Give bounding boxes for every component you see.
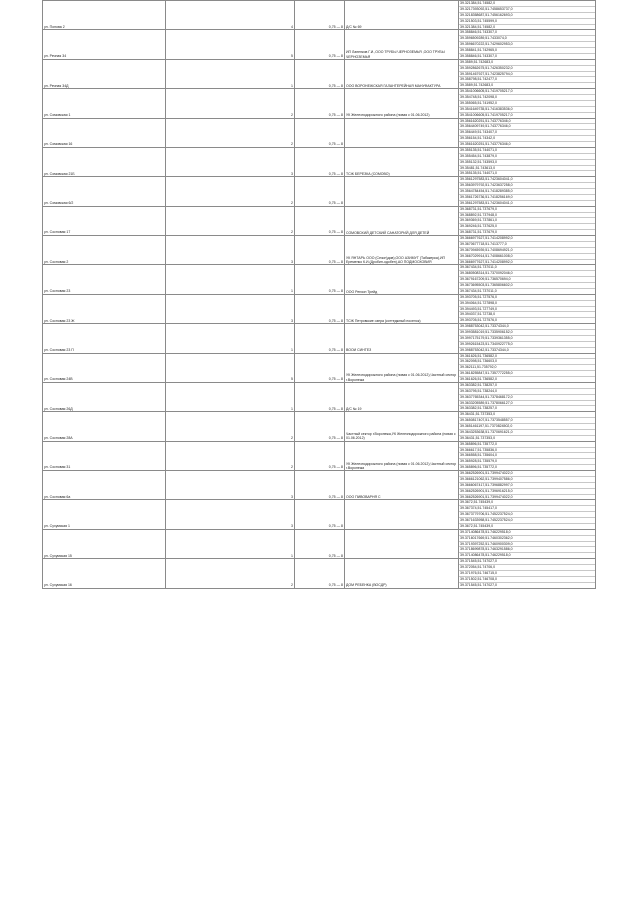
- table-row: [43, 294, 596, 323]
- organization-cell: ИП Лапенков Г.И.,ООО ТРУБЫ ЧЕРНОЗЕМЬЯ ,ООО ТРУБЫ ЧЕРНОЗЕМЬЯ: [345, 30, 459, 59]
- container-volume-cell: 0,75 — 8: [295, 529, 345, 558]
- coordinate-line: 39.3541006605,51.7419705217,0: [459, 89, 595, 95]
- street-address-cell: ул. Сосновая 31: [43, 441, 166, 470]
- coordinate-line: 39.372054,51.74706,0: [459, 565, 595, 571]
- coordinate-line: 39.3671633958,51.7452237524,0: [459, 518, 595, 524]
- container-count-cell: 2: [166, 441, 295, 470]
- coordinates-cell: [459, 353, 596, 382]
- table-row: [43, 30, 596, 59]
- coordinate-line: 39.3988753042,51.73374344,0: [459, 324, 595, 330]
- coordinate-line: 39.362098,51.736603,0: [459, 359, 595, 365]
- container-count-cell: 1: [166, 382, 295, 411]
- coordinate-line: 39.361626,51.736582,0: [459, 354, 595, 360]
- coordinates-cell: [459, 118, 596, 147]
- coordinate-line: 39.3662526901,51.7399474022,0: [460, 494, 513, 499]
- coordinate-line: 39.368731,51.737679,0: [459, 207, 595, 213]
- table-row: [43, 206, 596, 235]
- coordinate-line: 39.321384,51.74582,0: [459, 1, 595, 7]
- coordinate-line: 39.371502,51.746708,0: [459, 577, 595, 583]
- street-address-cell: ул. Сомовская 21Б: [43, 147, 166, 176]
- container-count-cell: 2: [166, 177, 295, 206]
- coordinate-line: 39.321503,51.745599,0: [459, 19, 595, 25]
- coordinate-line: 39.3651461197,51.7370824502,0: [459, 424, 595, 430]
- coordinate-line: 39.3563979792,51.7423637258,0: [459, 183, 595, 189]
- street-address-cell: ул. Попова 2: [43, 1, 166, 30]
- coordinate-line: 39.358846,51.743307,0: [459, 30, 595, 36]
- coordinate-line: 39.3541649735,51.7416383536,0: [459, 107, 595, 113]
- coordinates-cell: [459, 59, 596, 88]
- coordinate-line: 39.3561726736,51.7418256169,0: [459, 195, 595, 201]
- coordinate-line: 39.3643253638,51.7370691621,0: [459, 430, 595, 436]
- organization-cell: УК Железнодорожного района (новая с 01.06.2012),Частный сектор г.Воронежа: [345, 353, 459, 382]
- coordinate-line: 39.371545,51.747027,0: [459, 559, 595, 565]
- organization-cell: ТСЖ Петровские озера (коттеджный поселок): [345, 294, 459, 323]
- container-count-cell: 2: [166, 412, 295, 441]
- organization-cell: ДОМ РЕБЕНКА (ВОСДР): [345, 559, 459, 588]
- coordinate-line: 39.361626,51.736582,0: [460, 377, 497, 381]
- container-volume-cell: 0,75 — 8: [295, 30, 345, 59]
- coordinate-line: 39.3637765344,51.7378468172,0: [459, 395, 595, 401]
- coordinate-line: 39.368731,51.737679,0: [460, 230, 497, 235]
- street-address-cell: ул. Сомовская 1: [43, 89, 166, 118]
- coordinate-line: 39.3650817407,51.7373548557,0: [459, 418, 595, 424]
- coordinate-line: 39.354748,51.742098,0: [459, 95, 595, 101]
- coordinate-line: 39.3679167209,51.736570694,0: [459, 277, 595, 283]
- coordinate-line: 39.3673779706,51.7452237524,0: [459, 512, 595, 518]
- coordinate-line: 39.3993581019,51.7335906152,0: [459, 330, 595, 336]
- coordinate-line: 39.356154,51.74342,0: [459, 136, 595, 142]
- table-row: [43, 471, 596, 500]
- coordinate-line: 39.3591467927,51.7423825794,0: [459, 72, 595, 78]
- container-count-cell: 3: [166, 500, 295, 529]
- coordinates-cell: [459, 559, 596, 588]
- organization-cell: УК Железнодорожного района (новая с 01.06.2012),Частный сектор г.Воронежа: [345, 441, 459, 470]
- coordinate-line: 39.3662526901,51.7396916215,0: [459, 489, 595, 495]
- coordinate-line: 39.3714086478,51.746229518,0: [460, 553, 511, 558]
- coordinates-cell: [459, 382, 596, 411]
- coordinates-cell: [459, 441, 596, 470]
- coordinate-line: 39.3589,51.742683,0: [459, 60, 595, 66]
- container-count-cell: 2: [166, 206, 295, 235]
- street-address-cell: ул. Сосновая 23: [43, 265, 166, 294]
- container-volume-cell: 0,75 — 8: [295, 236, 345, 265]
- coordinate-line: 39.35481,51.743613,0: [459, 166, 595, 172]
- coordinates-cell: [459, 324, 596, 353]
- container-count-cell: 3: [166, 236, 295, 265]
- coordinate-line: 39.365896,51.735772,0: [459, 442, 595, 448]
- street-address-cell: ул. Сомовская 6/2: [43, 177, 166, 206]
- organization-cell: [345, 177, 459, 206]
- table-row: [43, 324, 596, 353]
- coordinates-cell: [459, 30, 596, 59]
- table-row: [43, 559, 596, 588]
- coordinate-line: 39.355132,51.743593,0: [459, 160, 595, 166]
- street-address-cell: ул. Сосновая 24В: [43, 353, 166, 382]
- coordinate-line: 39.358841,51.742965,0: [459, 48, 595, 54]
- container-count-cell: 1: [166, 265, 295, 294]
- coordinate-line: 39.371976,51.746715,0: [459, 571, 595, 577]
- coordinates-cell: [459, 294, 596, 323]
- organization-cell: [345, 118, 459, 147]
- coordinate-line: 39.368892,51.737948,0: [459, 213, 595, 219]
- coordinate-line: 39.355065,51.741952,0: [459, 101, 595, 107]
- coordinates-cell: [459, 500, 596, 529]
- coordinates-cell: [459, 236, 596, 265]
- coordinate-line: 39.371545,51.747027,0: [460, 582, 497, 587]
- coordinate-line: 39.3680508314,51.7370092046,0: [459, 271, 595, 277]
- coordinate-line: 39.3618255847,51.7357772255,0: [459, 371, 595, 377]
- coordinate-line: 39.3666067417,51.7396882997,0: [459, 483, 595, 489]
- coordinates-cell: [459, 147, 596, 176]
- container-count-cell: 2: [166, 89, 295, 118]
- container-volume-cell: 0,75 — 8: [295, 559, 345, 588]
- coordinate-line: 39.363795,51.738244,0: [459, 389, 595, 395]
- organization-cell: Д/С № 69: [345, 1, 459, 30]
- container-volume-cell: 0,75 — 8: [295, 382, 345, 411]
- organization-cell: ООО Регион Трейд: [345, 265, 459, 294]
- organization-cell: ВООИ СИНТЕЗ: [345, 324, 459, 353]
- container-volume-cell: 0,75 — 8: [295, 294, 345, 323]
- street-address-cell: ул. Сомовская 16: [43, 118, 166, 147]
- coordinate-line: 39.3670945939,51.7408694921,0: [459, 248, 595, 254]
- organization-cell: ООО ВОРОНЕЖСКАЯ ГАЛАНТЕРЕЙНАЯ МАНУФАКТУРА: [345, 59, 459, 88]
- spreadsheet-page: [42, 0, 595, 589]
- coordinate-line: 39.3992615423,51.7340922775,0: [459, 342, 595, 348]
- coordinate-line: 39.362111,51.735792,0: [459, 365, 595, 371]
- coordinate-line: 39.394493,51.727749,0: [459, 307, 595, 313]
- street-address-cell: ул. Сухумская 16: [43, 559, 166, 588]
- container-count-cell: 1: [166, 529, 295, 558]
- coordinate-line: 39.393705,51.727576,0: [459, 295, 595, 301]
- coordinates-cell: [459, 206, 596, 235]
- coordinate-line: 39.363382,51.738257,0: [459, 383, 595, 389]
- table-row: [43, 177, 596, 206]
- coordinate-line: 39.355135,51.744071,0: [459, 148, 595, 154]
- coordinate-line: 39.3561620251,51.743776346,0: [460, 142, 511, 146]
- street-address-cell: ул. Сосновая 26Д: [43, 382, 166, 411]
- coordinates-cell: [459, 265, 596, 294]
- table-row: [43, 441, 596, 470]
- coordinate-line: 39.358846,51.743307,0: [460, 53, 497, 58]
- street-address-cell: ул. Сосновая 17: [43, 206, 166, 235]
- container-count-cell: 2: [166, 559, 295, 588]
- coordinate-line: 39.3564784454,51.7418289385,0: [459, 189, 595, 195]
- street-address-cell: ул. Сухумская 15: [43, 529, 166, 558]
- coordinate-line: 39.3670677718,51.7413777,0: [459, 242, 595, 248]
- organization-cell: УК ЯНТАРЬ ООО (Сезон)дов),ООО АЗИМУТ (Табакерка),ИП Еременко К.И.(Дробин-одобен),АО ПОДМОСКОВИЯ: [345, 236, 459, 265]
- coordinate-line: 39.3589,51.742683,0: [460, 83, 494, 88]
- container-count-cell: 3: [166, 294, 295, 323]
- table-row: [43, 236, 596, 265]
- coordinates-cell: [459, 1, 596, 30]
- coordinate-line: 39.394064,51.727898,0: [459, 301, 595, 307]
- coordinate-line: 39.365928,51.735579,0: [459, 459, 595, 465]
- coordinate-line: 39.3672,51.745439,0: [459, 500, 595, 506]
- coordinate-line: 39.367374,51.745417,0: [459, 506, 595, 512]
- coordinate-line: 39.36431,51.737353,0: [459, 412, 595, 418]
- table-row: [43, 265, 596, 294]
- table-row: [43, 529, 596, 558]
- street-address-cell: ул. Сосновая 23 Ж: [43, 294, 166, 323]
- coordinate-line: 39.369246,51.737625,0: [459, 224, 595, 230]
- container-volume-cell: 0,75 — 8: [295, 412, 345, 441]
- coordinates-cell: [459, 471, 596, 500]
- street-address-cell: ул. Сосновая 28А: [43, 412, 166, 441]
- organization-cell: ООО ПИВОВАРНЯ С: [345, 471, 459, 500]
- coordinate-line: 39.3714086478,51.746229518,0: [459, 530, 595, 536]
- container-count-cell: 3: [166, 471, 295, 500]
- organization-cell: СОМОВСКИЙ ДЕТСКИЙ САНАТОРИЙ ДЛЯ ДЕТЕЙ: [345, 206, 459, 235]
- coordinate-line: 39.358798,51.742477,0: [459, 77, 595, 83]
- container-volume-cell: 0,75 — 8: [295, 265, 345, 294]
- table-row: [43, 1, 596, 30]
- coordinates-cell: [459, 529, 596, 558]
- coordinate-line: 39.394037,51.72738,0: [459, 312, 595, 318]
- street-address-cell: ул. Сухумская 1: [43, 500, 166, 529]
- table-row: [43, 118, 596, 147]
- container-volume-cell: 0,75 — 8: [295, 89, 345, 118]
- organization-cell: ТСЖ БЕРЕЗКА (СОМОВО): [345, 147, 459, 176]
- street-address-cell: ул. Речная 34: [43, 30, 166, 59]
- coordinate-line: 39.3988753042,51.73374344,0: [460, 347, 509, 352]
- container-volume-cell: 0,75 — 8: [295, 1, 345, 30]
- container-count-cell: 5: [166, 353, 295, 382]
- coordinate-line: 39.3596509289,51.7433074,0: [459, 36, 595, 42]
- coordinates-cell: [459, 412, 596, 441]
- container-count-cell: 1: [166, 59, 295, 88]
- coordinate-line: 39.366558,51.735604,0: [459, 453, 595, 459]
- coordinate-line: 39.3561297583,51.7423604041,0: [459, 177, 595, 183]
- coordinate-line: 39.3667029914,51.7408661008,0: [459, 254, 595, 260]
- street-address-cell: ул. Речная 34Д: [43, 59, 166, 88]
- container-count-cell: 4: [166, 1, 295, 30]
- coordinate-line: 39.365896,51.735772,0: [460, 465, 497, 470]
- container-count-cell: 3: [166, 147, 295, 176]
- coordinate-line: 39.3561620251,51.743776346,0: [459, 119, 595, 125]
- container-volume-cell: 0,75 — 8: [295, 441, 345, 470]
- table-row: [43, 59, 596, 88]
- container-volume-cell: 0,75 — 8: [295, 147, 345, 176]
- organization-cell: УК Железнодорожного района (новая с 01.06.2012): [345, 89, 459, 118]
- container-volume-cell: 0,75 — 8: [295, 471, 345, 500]
- container-count-cell: 5: [166, 30, 295, 59]
- container-volume-cell: 0,75 — 8: [295, 118, 345, 147]
- coordinate-line: 39.3666121062,51.7399407586,0: [459, 477, 595, 483]
- container-volume-cell: 0,75 — 8: [295, 59, 345, 88]
- coordinate-line: 39.3218358687,51.7456162693,0: [459, 13, 595, 19]
- coordinate-line: 39.355135,51.744071,0: [460, 171, 497, 176]
- coordinate-line: 39.366617,51.735836,0: [459, 448, 595, 454]
- coordinate-line: 39.3564409749,51.743776346,0: [459, 124, 595, 130]
- coordinate-line: 39.3561297583,51.7423604041,0: [460, 200, 513, 205]
- container-volume-cell: 0,75 — 8: [295, 206, 345, 235]
- container-count-cell: 1: [166, 324, 295, 353]
- coordinate-line: 39.367434,51.737011,0: [459, 265, 595, 271]
- table-row: [43, 147, 596, 176]
- table-row: [43, 89, 596, 118]
- coordinate-line: 39.36431,51.737353,0: [460, 435, 496, 440]
- coordinate-line: 39.3662526901,51.7399474022,0: [459, 471, 595, 477]
- organization-cell: Частный сектор г.Воронежа,УК Железнодорожного района (новая с 01.06.2012): [345, 412, 459, 441]
- container-volume-cell: 0,75 — 8: [295, 353, 345, 382]
- table-row: [43, 500, 596, 529]
- coordinate-line: 39.3666977627,51.7414208992,0: [460, 259, 513, 264]
- coordinate-line: 39.3719397252,51.7460900309,0: [459, 542, 595, 548]
- container-volume-cell: 0,75 — 8: [295, 500, 345, 529]
- street-address-cell: ул. Сосновая 2: [43, 236, 166, 265]
- coordinate-line: 39.3673695503,51.7365806602,0: [459, 283, 595, 289]
- coordinate-line: 39.369369,51.737861,0: [459, 218, 595, 224]
- table-row: [43, 412, 596, 441]
- coordinate-line: 39.3633205589,51.7378066127,0: [459, 401, 595, 407]
- coordinate-line: 39.356449,51.743407,0: [459, 130, 595, 136]
- coordinate-line: 39.3716017669,51.7460302362,0: [459, 536, 595, 542]
- coordinate-line: 39.355454,51.743879,0: [459, 154, 595, 160]
- coordinate-line: 39.3666977627,51.7414208992,0: [459, 236, 595, 242]
- table-body: [43, 1, 596, 589]
- coordinate-line: 39.3217393092,51.7458653737,0: [459, 7, 595, 13]
- coordinate-line: 39.3997175179,51.7339361355,0: [459, 336, 595, 342]
- container-volume-cell: 0,75 — 8: [295, 324, 345, 353]
- coordinates-cell: [459, 177, 596, 206]
- coordinate-line: 39.3672,51.745439,0: [460, 523, 494, 528]
- street-address-cell: ул. Сосновая 23 П: [43, 324, 166, 353]
- street-address-cell: ул. Сосновая 6а: [43, 471, 166, 500]
- coordinate-line: 39.393705,51.727576,0: [460, 318, 497, 323]
- coordinate-line: 39.321384,51.74582,0: [460, 24, 496, 29]
- coordinate-line: 39.3718699878,51.7463291586,0: [459, 547, 595, 553]
- coordinate-line: 39.363382,51.738257,0: [460, 406, 497, 411]
- coordinate-line: 39.367434,51.737011,0: [460, 288, 497, 293]
- organization-cell: Д/С № 19: [345, 382, 459, 411]
- table-row: [43, 353, 596, 382]
- table-row: [43, 382, 596, 411]
- container-sites-table: [42, 0, 596, 589]
- organization-cell: [345, 500, 459, 529]
- coordinate-line: 39.3596670222,51.7429602953,0: [459, 42, 595, 48]
- organization-cell: [345, 529, 459, 558]
- coordinate-line: 39.3592862675,51.7426350232,0: [459, 66, 595, 72]
- container-volume-cell: 0,75 — 8: [295, 177, 345, 206]
- coordinates-cell: [459, 89, 596, 118]
- container-count-cell: 2: [166, 118, 295, 147]
- coordinate-line: 39.3541006605,51.7419705217,0: [460, 112, 513, 117]
